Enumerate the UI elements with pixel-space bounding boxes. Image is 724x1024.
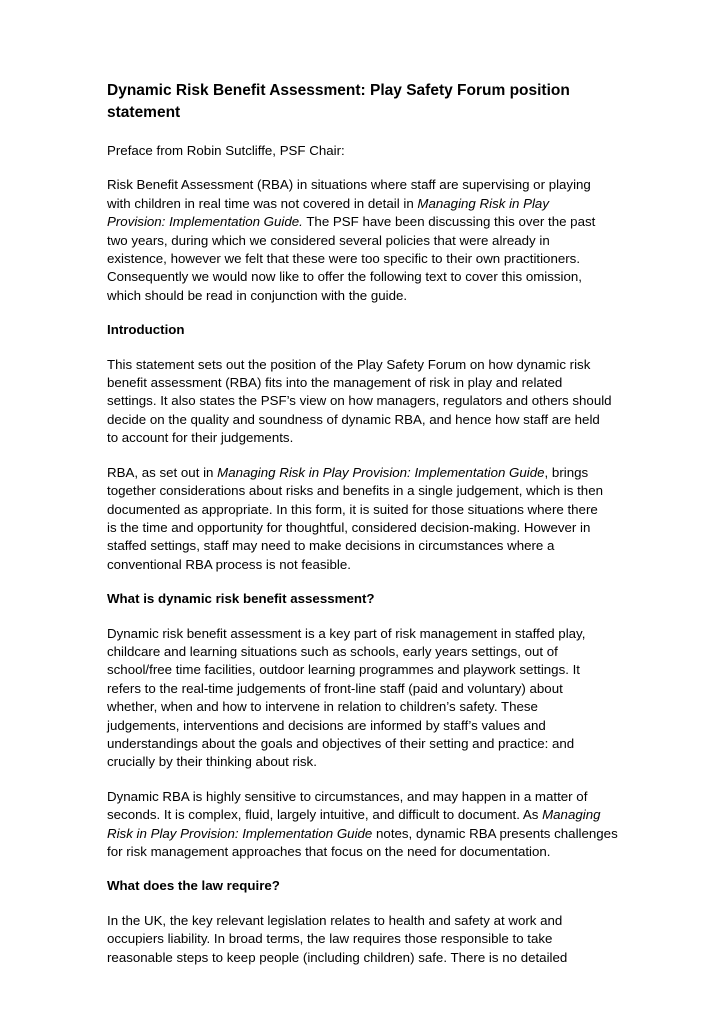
text-line xyxy=(107,825,624,843)
text-line xyxy=(107,806,624,824)
text-line: existence, however we felt that these were too specific to their own practitioners. xyxy=(107,251,581,267)
rba-paragraph xyxy=(107,464,624,574)
text-line: for risk management approaches that focus on the need for documentation. xyxy=(107,844,551,859)
text-line: decide on the quality and soundness of dynamic RBA, and hence how staff are held xyxy=(107,411,600,427)
text-line: Preface from Robin Sutcliffe, PSF Chair: xyxy=(107,143,345,158)
text-line xyxy=(107,195,624,213)
text-line: This statement sets out the position of the Play Safety Forum on how dynamic risk xyxy=(107,356,591,372)
text-span: RBA, as set out in xyxy=(107,464,218,480)
guide-title-italic: Managing Risk in Play xyxy=(417,195,549,211)
text-line: documented as appropriate. In this form, it is suited for those situations where there xyxy=(107,501,598,517)
guide-title-italic: Managing xyxy=(542,807,601,823)
text-line: refers to the real-time judgements of front-line staff (paid and voluntary) about xyxy=(107,680,563,696)
guide-title-italic: Provision: Implementation Guide. xyxy=(107,214,303,230)
section-heading-what-is-dynamic-rba: What is dynamic risk benefit assessment? xyxy=(107,591,375,607)
intro-paragraph xyxy=(107,356,624,448)
dynamic-rba-sensitivity-paragraph xyxy=(107,788,624,862)
text-line: conventional RBA process is not feasible. xyxy=(107,556,351,572)
preface-line xyxy=(107,142,624,160)
document-title xyxy=(107,80,624,124)
text-line: understandings about the goals and objectives of their setting and practice: and xyxy=(107,735,575,751)
text-span: , brings xyxy=(544,464,589,480)
text-line: two years, during which we considered several policies that were already in xyxy=(107,232,550,248)
title-line: Dynamic Risk Benefit Assessment: Play Safety Forum position xyxy=(107,82,570,99)
text-line: settings. It also states the PSF’s view on how managers, regulators and others should xyxy=(107,393,612,409)
text-line: is the time and opportunity for thoughtful, considered decision-making. However in xyxy=(107,519,591,535)
text-line: crucially by their thinking about risk. xyxy=(107,754,317,770)
text-line: Risk Benefit Assessment (RBA) in situations where staff are supervising or playing xyxy=(107,177,591,193)
text-line: In the UK, the key relevant legislation relates to health and safety at work and xyxy=(107,912,563,928)
text-line: childcare and learning situations such as schools, early years settings, out of xyxy=(107,643,558,659)
law-paragraph xyxy=(107,912,624,967)
text-line: which should be read in conjunction with the guide. xyxy=(107,287,408,303)
text-line: staffed settings, staff may need to make decisions in circumstances where a xyxy=(107,538,555,554)
text-line: reasonable steps to keep people (including children) safe. There is no detailed xyxy=(107,949,568,965)
section-heading-law: What does the law require? xyxy=(107,878,280,894)
text-span: The PSF have been discussing this over the past xyxy=(302,214,596,230)
text-span: with children in real time was not covered in detail in xyxy=(107,195,418,211)
preface-paragraph xyxy=(107,176,624,305)
text-line xyxy=(107,213,624,231)
text-line: school/free time facilities, outdoor learning programmes and playwork settings. It xyxy=(107,662,581,678)
text-line xyxy=(107,464,624,482)
section-heading-introduction: Introduction xyxy=(107,322,185,338)
text-line: judgements, interventions and decisions are informed by staff’s values and xyxy=(107,717,546,733)
text-span: notes, dynamic RBA presents challenges xyxy=(372,825,618,841)
dynamic-rba-paragraph xyxy=(107,625,624,772)
text-line: Dynamic risk benefit assessment is a key part of risk management in staffed play, xyxy=(107,625,586,641)
text-span: seconds. It is complex, fluid, largely intuitive, and difficult to document. As xyxy=(107,807,543,823)
text-line: Consequently we would now like to offer the following text to cover this omission, xyxy=(107,269,582,285)
text-line: whether, when and how to intervene in relation to children’s safety. These xyxy=(107,699,538,715)
text-line: benefit assessment (RBA) fits into the management of risk in play and related xyxy=(107,375,563,391)
guide-title-italic: Managing Risk in Play Provision: Implementation Guide xyxy=(217,464,545,480)
text-line: Dynamic RBA is highly sensitive to circumstances, and may happen in a matter of xyxy=(107,788,588,804)
text-line: occupiers liability. In broad terms, the law requires those responsible to take xyxy=(107,931,553,947)
text-line: to account for their judgements. xyxy=(107,430,294,446)
title-line: statement xyxy=(107,104,181,121)
guide-title-italic: Risk in Play Provision: Implementation Guide xyxy=(107,825,373,841)
text-line: together considerations about risks and benefits in a single judgement, which is then xyxy=(107,483,603,499)
